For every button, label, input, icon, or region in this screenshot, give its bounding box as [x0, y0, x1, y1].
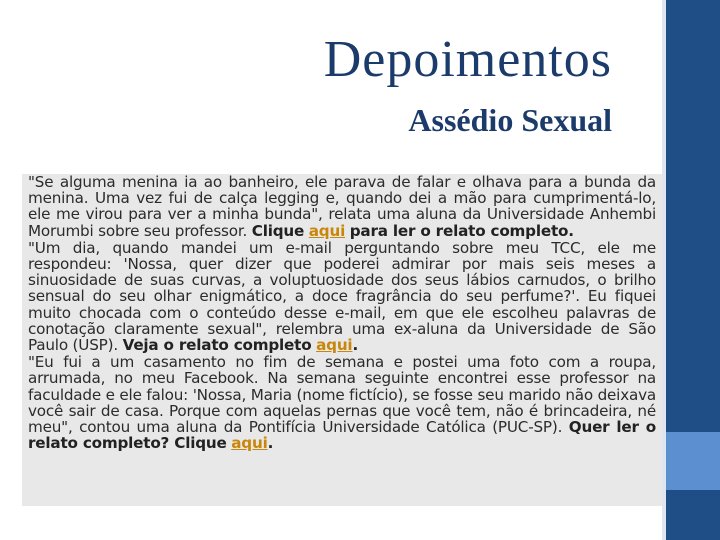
testimonial-2-text: "Um dia, quando mandei um e-mail perguntando sobre meu TCC, ele me respondeu: 'Nossa, quer dizer que poderei admirar por mais seis meses a sinuosidade de suas curvas, a voluptuosidade dos seus lábios carnudos, o brilho sensual do seu olhar enigmático, a doce fragrância do seu perfume?'. Eu fiquei muito chocada com o conteúdo desse e-mail, em que ele escolheu palavras de conotação claramente sexual", relembra uma ex-aluna da Universidade de São Paulo (USP).	[28, 238, 656, 355]
slide-title: Depoimentos	[323, 31, 612, 88]
testimonial-2-cta-before: Veja o relato completo	[122, 336, 312, 355]
testimonial-3-cta-before: Quer ler o relato completo? Clique	[28, 418, 656, 453]
slide-subtitle: Assédio Sexual	[408, 102, 612, 138]
testimonial-3-end: .	[267, 434, 274, 453]
sidebar-accent-block	[666, 432, 720, 490]
testimonial-1	[22, 174, 662, 239]
testimonial-2	[22, 240, 662, 353]
testimonial-1-cta-before: Clique	[251, 221, 305, 240]
testimonial-3	[22, 354, 662, 451]
testimonial-3-link[interactable]: aqui	[231, 434, 268, 453]
testimonials-panel	[22, 174, 662, 506]
testimonial-1-text: "Se alguma menina ia ao banheiro, ele parava de falar e olhava para a bunda da menina. Uma vez fui de calça legging e, quando dei a mão para cumprimentá-lo, ele me virou para ver a minha bunda", relata uma aluna da Universidade Anhembi Morumbi sobre seu professor.	[28, 174, 656, 240]
testimonial-2-end: .	[352, 336, 359, 355]
testimonial-1-cta-after: para ler o relato completo	[349, 221, 569, 240]
testimonial-1-link[interactable]: aqui	[308, 221, 346, 240]
testimonial-3-text: "Eu fui a um casamento no fim de semana e postei uma foto com a roupa, arrumada, no meu Facebook. Na semana seguinte encontrei esse professor na faculdade e ele falou: 'Nossa, Maria (nome fictício), se fosse seu marido não deixava você sair de casa. Porque com aquelas pernas que você tem, não é brincadeira, né meu", contou uma aluna da Pontifícia Universidade Católica (PUC-SP).	[28, 353, 656, 437]
testimonial-2-link[interactable]: aqui	[316, 336, 353, 355]
testimonial-1-end: .	[568, 221, 574, 240]
